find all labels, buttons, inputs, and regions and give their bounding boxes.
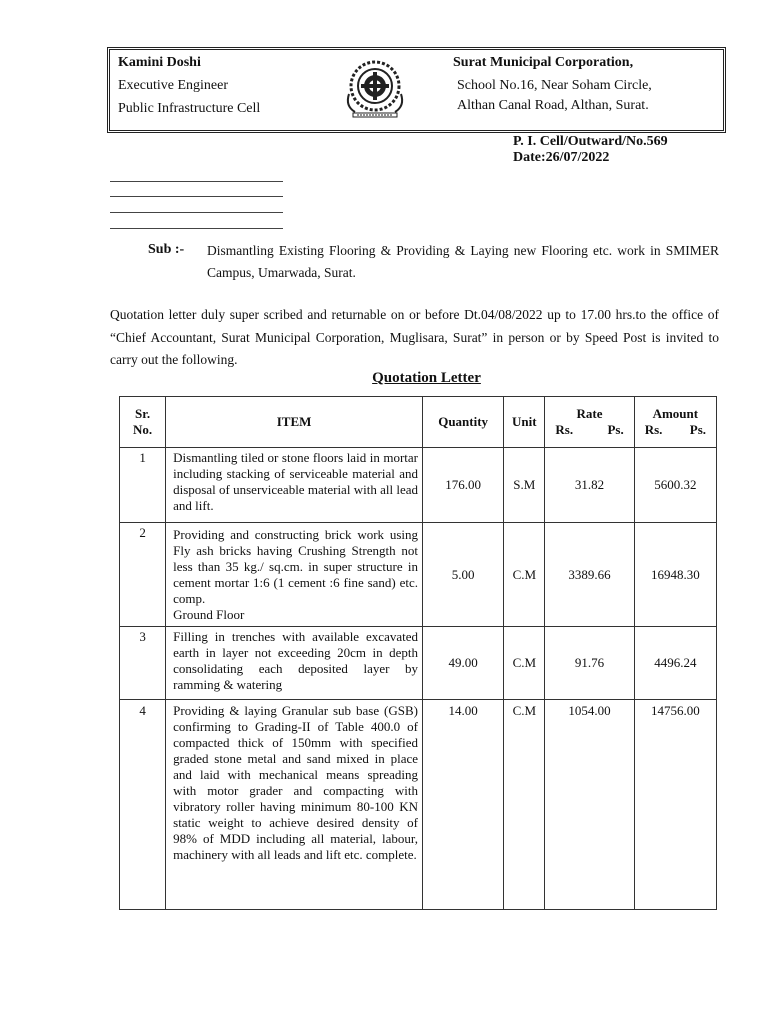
sender-name: Kamini Doshi: [118, 55, 201, 70]
quotation-table: [119, 396, 717, 910]
row-unit: S.M: [504, 448, 545, 523]
row-amount: 16948.30: [634, 523, 716, 627]
row-rate: 91.76: [545, 627, 634, 700]
row-sr: 2: [120, 523, 166, 627]
address-blank-line: [110, 212, 283, 213]
row-quantity: 5.00: [423, 523, 504, 627]
address-line-2: Althan Canal Road, Althan, Surat.: [457, 98, 649, 113]
row-sr: 3: [120, 627, 166, 700]
row-unit: C.M: [504, 627, 545, 700]
unit-header: Unit: [504, 397, 545, 448]
quantity-header: Quantity: [423, 397, 504, 448]
item-header: ITEM: [166, 397, 423, 448]
rate-header: Rate Rs. Ps.: [545, 397, 634, 448]
subject-text: Dismantling Existing Flooring & Providing & Laying new Flooring etc. work in SMIMER Campus, Umarwada, Surat.: [207, 243, 719, 280]
row-quantity: 176.00: [423, 448, 504, 523]
row-amount: 5600.32: [634, 448, 716, 523]
intro-paragraph: Quotation letter duly super scribed and returnable on or before Dt.04/08/2022 up to 17.00 hrs.to the office of “Chief Accountant, Surat Municipal Corporation, Muglisara, Surat” in person or by Speed Post is invited to carry out the following.: [110, 307, 719, 367]
municipal-emblem-icon: [343, 58, 407, 120]
outward-number: P. I. Cell/Outward/No.569: [513, 134, 668, 149]
organization-name: Surat Municipal Corporation,: [453, 55, 634, 70]
letter-date: Date:26/07/2022: [513, 150, 610, 165]
row-quantity: 14.00: [423, 700, 504, 910]
row-item: Providing & laying Granular sub base (GSB) confirming to Grading-II of Table 400.0 of compacted thick of 150mm with specified graded stone metal and sand mixed in place and laid with mechanical means spreading with motor grader and compacting with vibratory roller having minimum 80-100 KN static weight to achieve desired density of 98% of MDD including all material, labour, machinery with all leads and lift etc. complete.: [173, 703, 418, 862]
row-item: Dismantling tiled or stone floors laid in mortar including stacking of serviceable material and disposal of unserviceable material with all lead and lift.: [173, 450, 418, 513]
row-amount: 14756.00: [634, 700, 716, 910]
sr-header: Sr. No.: [120, 397, 166, 448]
table-row: [120, 627, 717, 700]
row-sr: 4: [120, 700, 166, 910]
address-line-1: School No.16, Near Soham Circle,: [457, 78, 652, 93]
address-blank-line: [110, 228, 283, 229]
amount-header: Amount Rs. Ps.: [634, 397, 716, 448]
sender-department: Public Infrastructure Cell: [118, 101, 261, 116]
row-unit: C.M: [504, 700, 545, 910]
row-item-note: Ground Floor: [173, 607, 245, 622]
table-row: [120, 523, 717, 627]
row-item: Providing and constructing brick work using Fly ash bricks having Crushing Strength not less than 35 kg./ sq.cm. in super structure in cement mortar 1:6 (1 cement :6 fine sand) etc. comp.: [173, 527, 418, 606]
table-row: [120, 448, 717, 523]
table-row: [120, 700, 717, 910]
row-sr: 1: [120, 448, 166, 523]
subject-label: Sub :-: [148, 242, 185, 257]
sender-designation: Executive Engineer: [118, 78, 229, 93]
row-quantity: 49.00: [423, 627, 504, 700]
row-unit: C.M: [504, 523, 545, 627]
row-rate: 31.82: [545, 448, 634, 523]
table-header-row: [120, 397, 717, 448]
row-item: Filling in trenches with available excavated earth in layer not exceeding 20cm in depth consolidating each deposited layer by ramming & watering: [173, 629, 418, 692]
quotation-title: Quotation Letter: [372, 370, 481, 386]
address-blank-line: [110, 181, 283, 182]
row-rate: 1054.00: [545, 700, 634, 910]
row-amount: 4496.24: [634, 627, 716, 700]
address-blank-line: [110, 196, 283, 197]
row-rate: 3389.66: [545, 523, 634, 627]
